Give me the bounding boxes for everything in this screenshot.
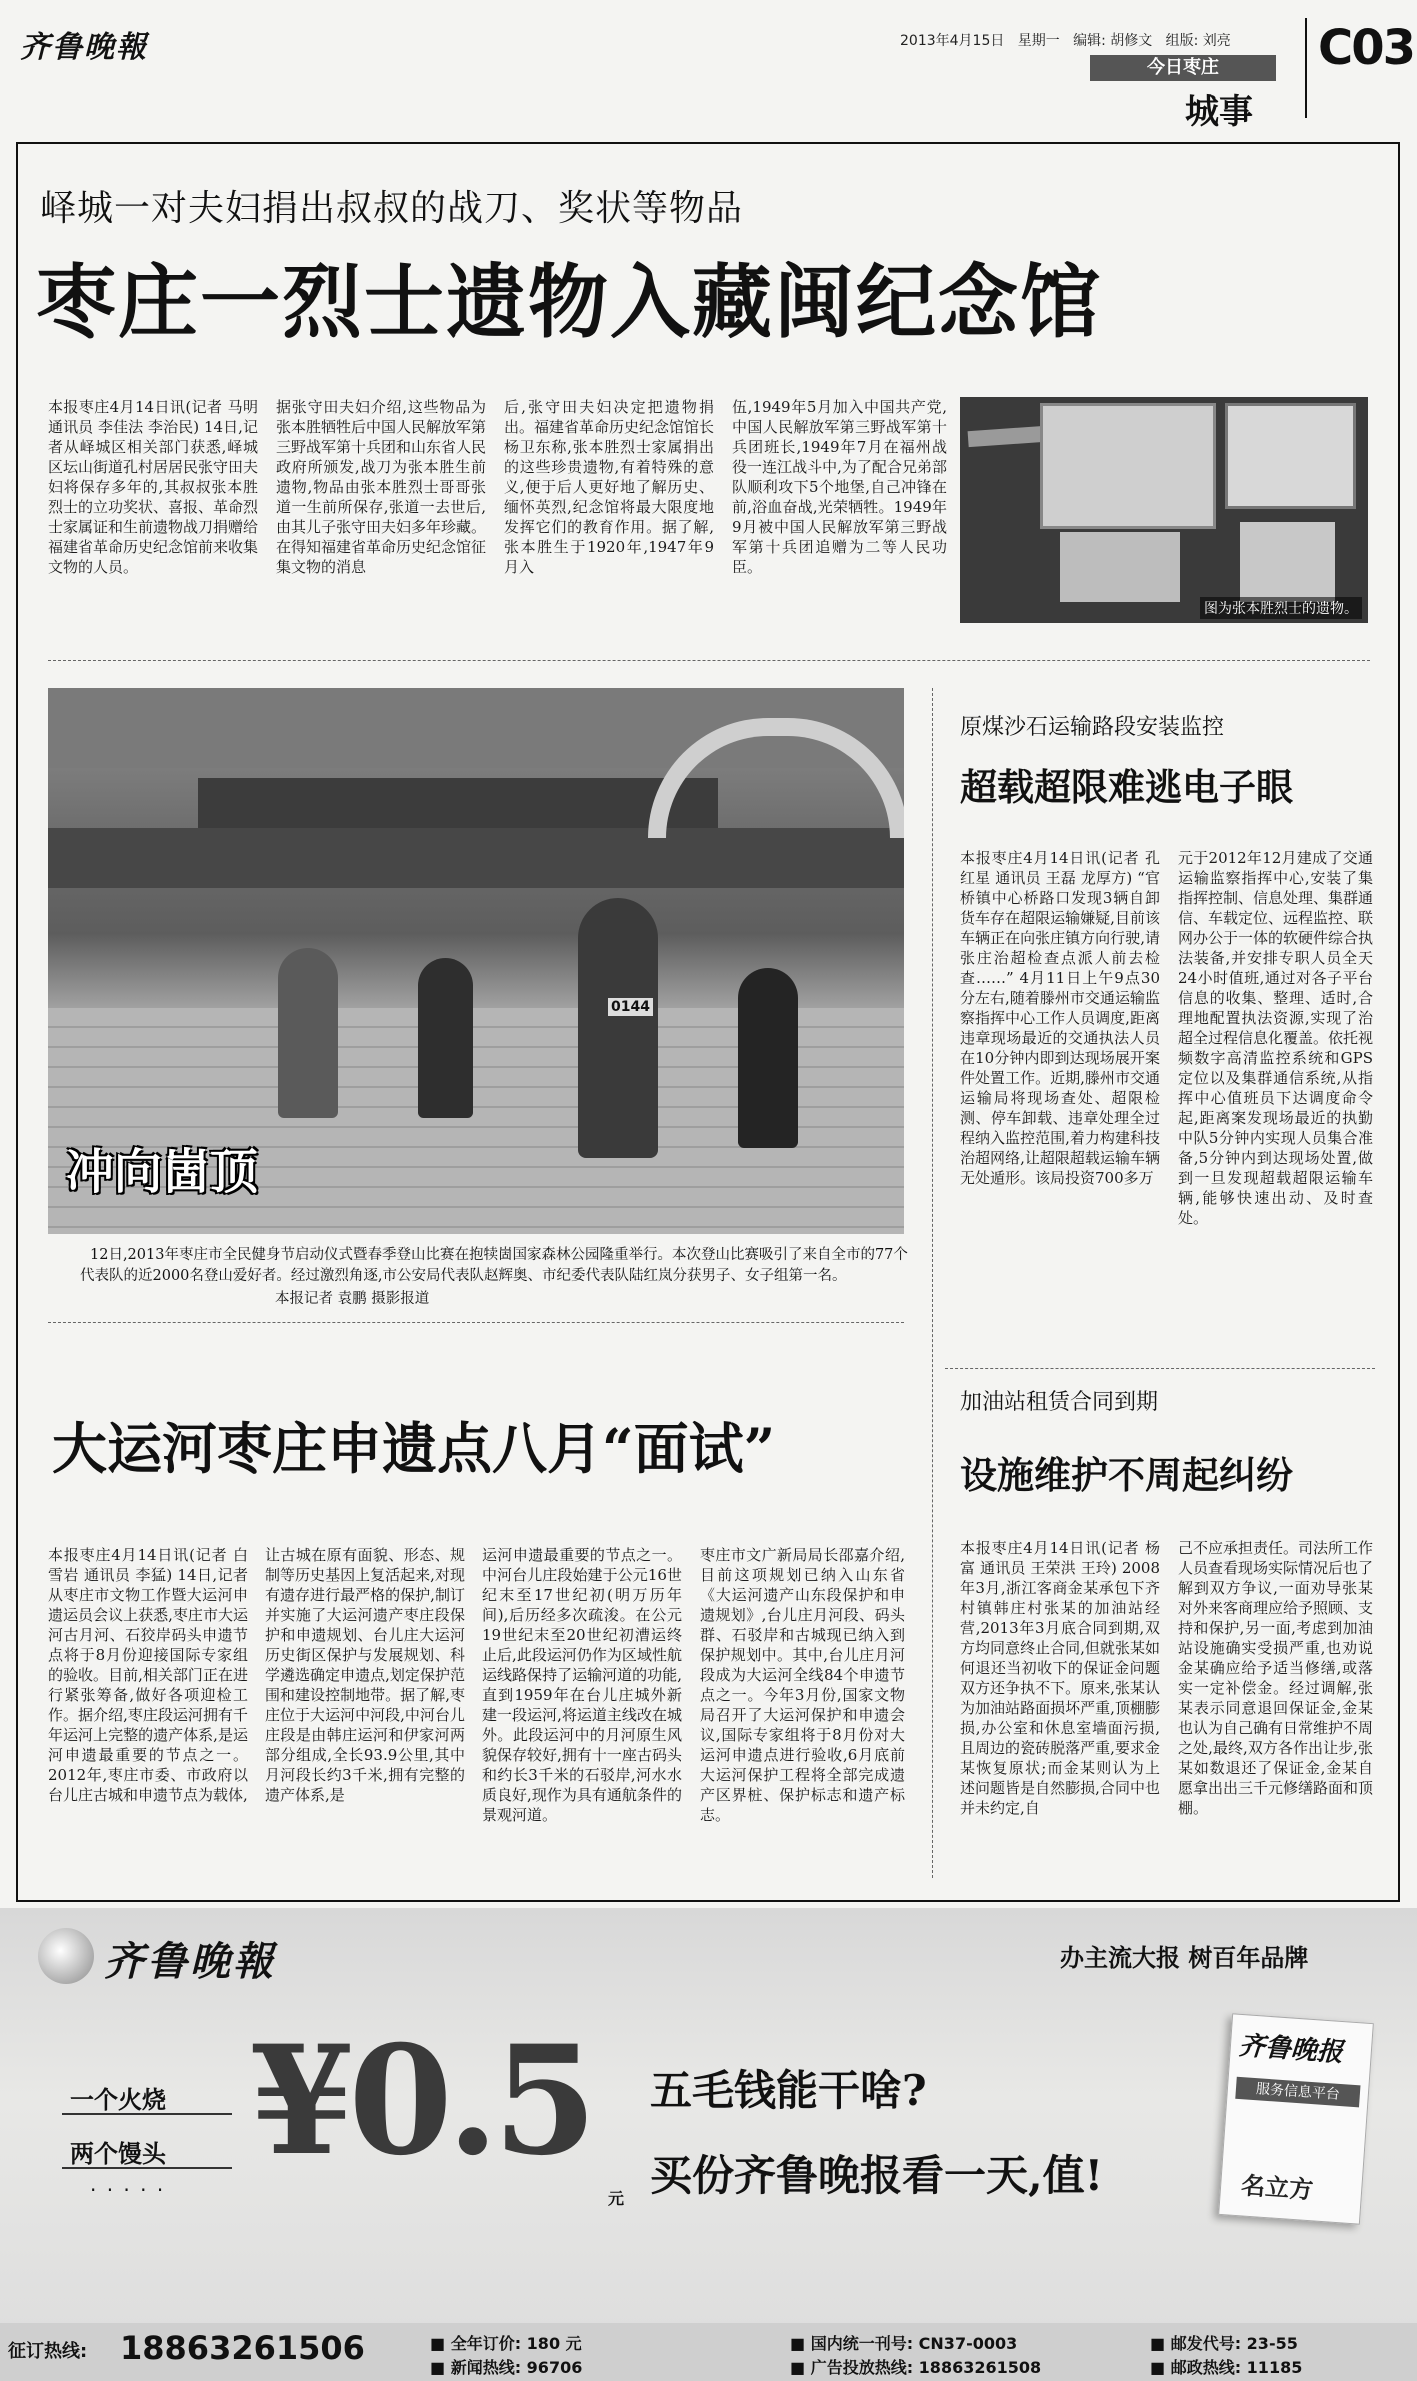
lead-kicker: 峄城一对夫妇捐出叔叔的战刀、奖状等物品 — [40, 188, 744, 229]
postal-value: 23-55 — [1246, 2334, 1298, 2353]
side2-col-2: 己不应承担责任。司法所工作人员查看现场实际情况后也了解到双方争议,一面劝导张某对外来客商理应给予照顾、支持和保护,另一面,考虑到加油站设施确实受损严重,也劝说金某确应给予适当修缮,或落实一定补偿金。经过调解,张某表示同意退回保证金,金某也认为自己确有日常维护不周之处,最终,双方各作出让步,张某如数退还了保证金,金某自愿拿出出三千元修缮路面和顶棚。 — [1178, 1539, 1373, 1817]
subscription-ad — [0, 1908, 1417, 2381]
runner-figure — [578, 898, 658, 1158]
posthotline-value: 11185 — [1246, 2358, 1303, 2377]
ad-price: ¥0.5 — [250, 2013, 592, 2189]
ad-slogan: 办主流大报 树百年品牌 — [1060, 1944, 1309, 1972]
adline-value: 18863261508 — [918, 2358, 1042, 2377]
side2-col-1: 本报枣庄4月14日讯(记者 杨富 通讯员 王荣洪 王玲) 2008年3月,浙江客商金某承包下齐村镇韩庄村张某的加油站经营,2013年3月底合同到期,双方均同意终止合同,但就张某如何退还当初收下的保证金问题双方还争执不下。原来,张某认为加油站路面损坏严重,顶棚膨损,办公室和休息室墙面污损,且周边的瓷砖脱落严重,要求金某恢复原状;而金某则认为上述问题皆是自然膨损,合同中也并未约定,自 — [960, 1539, 1160, 1817]
ad-item-1: 一个火烧 — [70, 2085, 166, 2114]
rolled-newspaper — [1218, 2013, 1374, 2224]
canal-headline: 大运河枣庄申遗点八月“面试” — [52, 1416, 776, 1481]
issue-weekday: 星期一 — [1017, 33, 1060, 49]
newspaper-logo-icon — [38, 1928, 94, 1984]
news-label: 新闻热线: — [450, 2358, 522, 2377]
relics-photo-caption: 图为张本胜烈士的遗物。 — [1200, 597, 1362, 619]
relics-photo — [960, 397, 1368, 623]
side2-headline: 设施维护不周起纠纷 — [960, 1453, 1293, 1497]
side2-kicker: 加油站租赁合同到期 — [960, 1390, 1159, 1415]
ad-dots: · · · · · — [90, 2178, 166, 2202]
hotline-label: 征订热线: — [8, 2341, 88, 2362]
ad-logo: 齐鲁晚報 — [104, 1938, 276, 1985]
photo-caption: 12日,2013年枣庄市全民健身节启动仪式暨春季登山比赛在抱犊崮国家森林公园隆重举行。本次登山比赛吸引了来自全市的77个代表队的近2000名登山爱好者。经过激烈角逐,市公安局代表队赵辉奥、市纪委代表队陆红岚分获男子、女子组第一名。 — [80, 1247, 908, 1284]
lead-col-4: 伍,1949年5月加入中国共产党,中国人民解放军第三野战军第十兵团班长,1949年7月在福州战役一连江战斗中,为了配合兄弟部队顺利攻下5个地堡,自己冲锋在前,浴血奋战,光荣牺牲。1949年9月被中国人民解放军第三野战军第十兵团追赠为二等人民功臣。 — [732, 398, 947, 576]
ad-line-1: 五毛钱能干啥? — [650, 2066, 927, 2115]
document-shape — [1060, 532, 1180, 602]
ad-line-2: 买份齐鲁晚报看一天,值! — [650, 2151, 1104, 2200]
postal-label: 邮发代号: — [1170, 2334, 1242, 2353]
rolled-newspaper-logo: 齐鲁晚报 — [1237, 2030, 1344, 2069]
section-name: 城事 — [1185, 92, 1253, 132]
runner-figure — [738, 968, 798, 1148]
price-label: 全年订价: — [450, 2334, 522, 2353]
ad-underline-2 — [62, 2167, 232, 2169]
page-number: C03 — [1318, 20, 1415, 76]
footer-item-news: ■ 新闻热线: 96706 — [430, 2358, 583, 2377]
adline-label: 广告投放热线: — [810, 2358, 914, 2377]
price-value: 180 元 — [526, 2334, 582, 2353]
footer-item-issn: ■ 国内统一刊号: CN37-0003 — [790, 2334, 1018, 2353]
editor-credit: 编辑: 胡修文 — [1073, 33, 1153, 49]
lead-col-3: 后,张守田夫妇决定把遗物捐出。福建省革命历史纪念馆馆长杨卫东称,张本胜烈士家属捐出的这些珍贵遗物,有着特殊的意义,便于后人更好地了解历史、缅怀英烈,纪念馆将最大限度地发挥它们的教育作用。据了解,张本胜生于1920年,1947年9月入 — [504, 398, 714, 576]
document-shape-2 — [1240, 522, 1335, 602]
footer-item-price: ■ 全年订价: 180 元 — [430, 2334, 582, 2353]
certificate-shape — [1040, 403, 1216, 529]
section-tag: 今日枣庄 — [1090, 55, 1276, 81]
ad-price-unit: 元 — [608, 2189, 625, 2208]
lead-divider — [48, 660, 1370, 661]
ad-item-2: 两个馒头 — [70, 2139, 166, 2168]
canal-col-4: 枣庄市文广新局局长邵嘉介绍,目前这项规划已纳入山东省《大运河遗产山东段保护和申遗规划》,台儿庄月河段、码头群、石驳岸和古城现已纳入到保护规划中。其中,台儿庄月河段成为大运河全线84个申遗节点之一。今年3月份,国家文物局召开了大运河保护和申遗会议,国际专家组将于8月份对大运河申遗点进行验收,6月底前大运河保护工程将全部完成遗产区界桩、保护标志和遗产标志。 — [700, 1546, 905, 1824]
footer-item-adline: ■ 广告投放热线: 18863261508 — [790, 2358, 1042, 2377]
lead-col-1: 本报枣庄4月14日讯(记者 马明 通讯员 李佳法 李治民) 14日,记者从峄城区相关部门获悉,峄城区坛山街道孔村居居民张守田夫妇将保存多年的,其叔叔张本胜烈士的立功奖状、喜报、革命烈士家属证和生前遗物战刀捐赠给福建省革命历史纪念馆前来收集文物的人员。 — [48, 398, 258, 576]
canal-col-2: 让古城在原有面貌、形态、规制等历史基因上复活起来,对现有遗存进行最严格的保护,制订并实施了大运河遗产枣庄段保护和申遗规划、台儿庄大运河历史街区保护与发展规划、科学遴选确定申遗点,划定保护范围和建设控制地带。据了解,枣庄位于大运河中河段,中河台儿庄段是由韩庄运河和伊家河两部分组成,全长93.9公里,其中月河段长约3千米,拥有完整的遗产体系,是 — [265, 1546, 465, 1804]
lead-headline: 枣庄一烈士遗物入藏闽纪念馆 — [36, 255, 1102, 349]
layout-credit: 组版: 刘亮 — [1165, 33, 1231, 49]
side-divider — [945, 1368, 1375, 1369]
news-value: 96706 — [526, 2358, 583, 2377]
rolled-newspaper-band: 服务信息平台 — [1235, 2077, 1360, 2108]
masthead-divider — [1305, 18, 1307, 118]
runner-figure — [278, 948, 338, 1118]
side1-headline: 超载超限难逃电子眼 — [960, 765, 1293, 809]
side1-col-2: 元于2012年12月建成了交通运输监察指挥中心,安装了集指挥控制、信息处理、集群通信、车载定位、远程监控、联网办公于一体的软硬件综合执法装备,并安排专职人员全天24小时值班,通过对各子平台信息的收集、整理、适时,合理地配置执法资源,实现了治超全过程信息化覆盖。依托视频数字高清监控系统和GPS定位以及集群通信系统,从指挥中心值班员下达调度命令起,距离案发现场最近的执勤中队5分钟内实现人员集合准备,5分钟内到达现场处置,做到一旦发现超载超限运输车辆,能够快速出动、及时查处。 — [1178, 849, 1373, 1227]
lead-col-2: 据张守田夫妇介绍,这些物品为张本胜牺牲后中国人民解放军第三野战军第十兵团和山东省人民政府所颁发,战刀为张本胜生前遗物,物品由张本胜烈士哥哥张道一生前所保存,张道一去世后,由其儿子张守田夫妇多年珍藏。在得知福建省革命历史纪念馆征集文物的消息 — [276, 398, 486, 576]
runner-figure — [418, 958, 473, 1118]
masthead-logo: 齐鲁晚報 — [20, 30, 148, 65]
side1-col-1: 本报枣庄4月14日讯(记者 孔红星 通讯员 王磊 龙厚方) “官桥镇中心桥路口发现3辆自卸货车存在超限运输嫌疑,目前该车辆正在向张庄镇方向行驶,请张庄治超检查点派人前去检查……” 4月11日上午9点30分左右,随着滕州市交通运输监察指挥中心工作人员调度,距离违章现场最近的交通执法人员在10分钟内即到达现场展开案件处置工作。近期,滕州市交通运输局将现场查处、超限检测、停车卸载、违章处理全过程纳入监控范围,着力构建科技治超网络,让超限超载运输车辆无处遁形。该局投资700多万 — [960, 849, 1160, 1187]
masthead-meta — [900, 30, 1231, 50]
side1-kicker: 原煤沙石运输路段安装监控 — [960, 715, 1225, 740]
photo-credit: 本报记者 袁鹏 摄影报道 — [275, 1291, 430, 1307]
column-divider — [932, 688, 933, 1878]
issue-date: 2013年4月15日 — [900, 33, 1005, 49]
photo-divider — [48, 1322, 904, 1323]
ad-underline-1 — [62, 2113, 232, 2115]
photo-overlay-title: 冲向崮顶 — [66, 1144, 259, 1200]
hiking-photo — [48, 688, 904, 1234]
posthotline-label: 邮政热线: — [1170, 2358, 1242, 2377]
hotline-number: 18863261506 — [120, 2329, 365, 2367]
issn-value: CN37-0003 — [918, 2334, 1018, 2353]
certificate-shape-2 — [1225, 403, 1356, 509]
rolled-newspaper-badge: 名立方 — [1240, 2171, 1315, 2205]
issn-label: 国内统一刊号: — [810, 2334, 914, 2353]
ad-footer — [0, 2323, 1417, 2381]
runner-bib: 0144 — [608, 998, 653, 1016]
canal-col-1: 本报枣庄4月14日讯(记者 白雪岩 通讯员 李猛) 14日,记者从枣庄市文物工作暨大运河申遗运员会议上获悉,枣庄市大运河古月河、石狡岸码头申遗节点将于8月份迎接国际专家组的验收。目前,相关部门正在进行紧张筹备,做好各项迎检工作。据介绍,枣庄段运河拥有千年运河上完整的遗产体系,是运河申遗最重要的节点之一。2012年,枣庄市委、市政府以台儿庄古城和申遗节点为载体, — [48, 1546, 248, 1804]
canal-col-3: 运河申遗最重要的节点之一。中河台儿庄段始建于公元16世纪末至17世纪初(明万历年间),后历经多次疏浚。在公元19世纪末至20世纪初漕运终止后,此段运河仍作为区域性航运线路保持了运输河道的功能,直到1959年在台儿庄城外新建一段运河,将运道主线改在城外。此段运河中的月河原生风貌保存较好,拥有十一座古码头和约长3千米的石驳岸,河水水质良好,现作为具有通航条件的景观河道。 — [482, 1546, 682, 1824]
footer-item-posthotline: ■ 邮政热线: 11185 — [1150, 2358, 1303, 2377]
footer-item-postal: ■ 邮发代号: 23-55 — [1150, 2334, 1298, 2353]
